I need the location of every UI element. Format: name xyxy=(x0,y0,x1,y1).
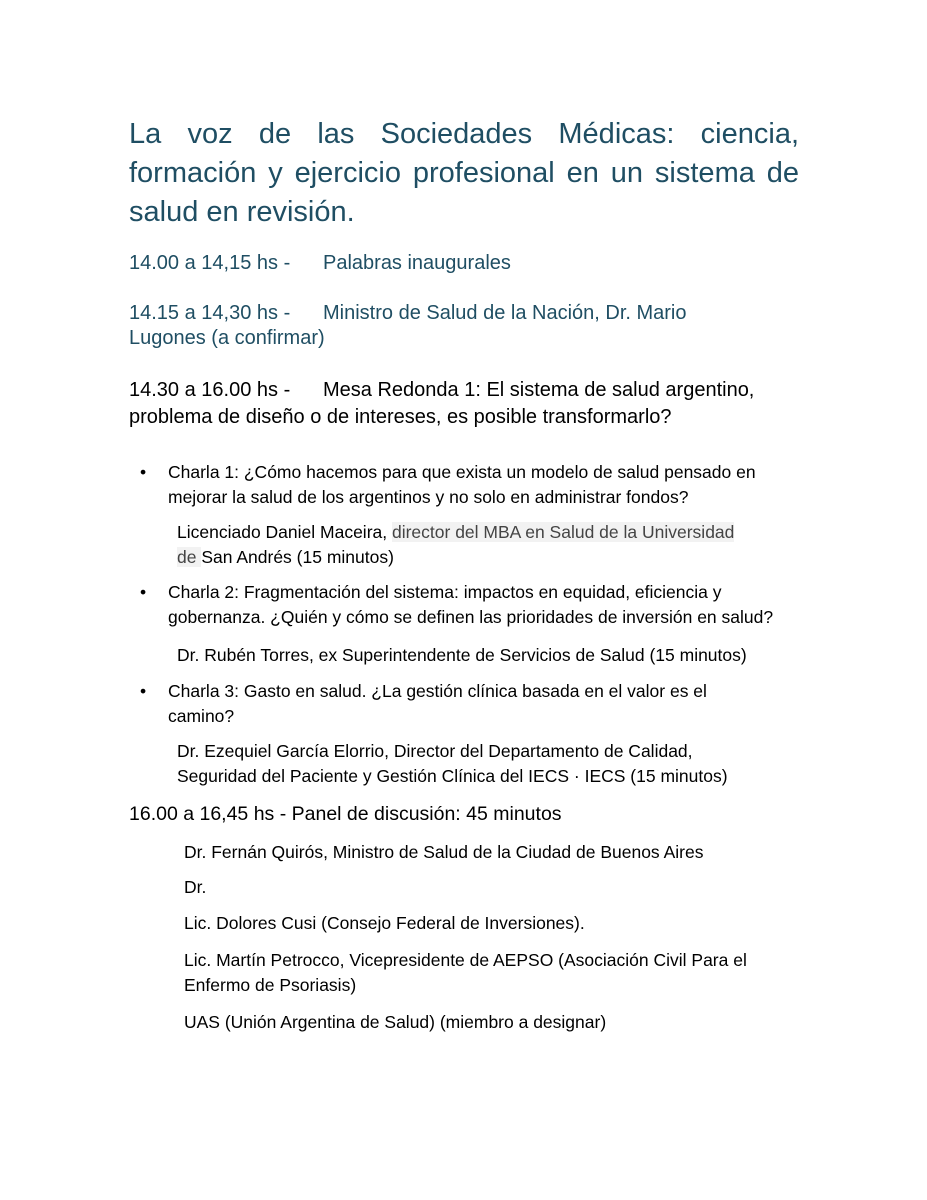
panel-member-line: Lic. Martín Petrocco, Vicepresidente de AEPSO (Asociación Civil Para el xyxy=(184,950,747,970)
schedule-item-minister xyxy=(129,299,687,327)
talk-line: mejorar la salud de los argentinos y no solo en administrar fondos? xyxy=(168,487,689,507)
panel-member: UAS (Unión Argentina de Salud) (miembro a designar) xyxy=(184,1012,607,1032)
schedule-time: 14.00 a 14,15 hs - xyxy=(129,252,291,274)
talk-speaker xyxy=(177,739,817,789)
talk-line: Charla 2: Fragmentación del sistema: impactos en equidad, eficiencia y xyxy=(168,582,722,602)
talk-line: Charla 1: ¿Cómo hacemos para que exista un modelo de salud pensado en xyxy=(168,462,756,482)
talk-line: gobernanza. ¿Quién y cómo se definen las prioridades de inversión en salud? xyxy=(168,607,774,627)
panel-member xyxy=(184,948,824,998)
speaker-affiliation: San Andrés (15 minutos) xyxy=(201,547,394,567)
talk-speaker xyxy=(177,520,817,570)
panel-heading: 16.00 a 16,45 hs - Panel de discusión: 45 minutos xyxy=(129,803,562,825)
talk-line: Charla 3: Gasto en salud. ¿La gestión clínica basada en el valor es el xyxy=(168,681,707,701)
speaker-affiliation-highlight: director del MBA en Salud de la Universidad xyxy=(391,522,735,542)
speaker-affiliation-highlight: de xyxy=(177,547,202,567)
schedule-item-opening xyxy=(129,249,511,277)
talk-text xyxy=(168,580,818,630)
bullet-icon: • xyxy=(140,462,147,482)
bullet-icon: • xyxy=(140,582,147,602)
talk-line: camino? xyxy=(168,706,235,726)
panel-member: Dr. Fernán Quirós, Ministro de Salud de la Ciudad de Buenos Aires xyxy=(184,842,704,862)
talk-text xyxy=(168,679,818,729)
schedule-item-minister-cont: Lugones (a confirmar) xyxy=(129,327,325,349)
panel-member: Lic. Dolores Cusi (Consejo Federal de Inversiones). xyxy=(184,913,585,933)
schedule-time: 14.30 a 16.00 hs - xyxy=(129,379,291,401)
schedule-time: 14.15 a 14,30 hs - xyxy=(129,302,291,324)
talk-speaker: Dr. Rubén Torres, ex Superintendente de Servicios de Salud (15 minutos) xyxy=(177,645,747,665)
schedule-item-roundtable xyxy=(129,376,754,404)
document-title: La voz de las Sociedades Médicas: ciencia, formación y ejercicio profesional en un sistema de salud en revisión. xyxy=(129,118,799,228)
bullet-icon: • xyxy=(140,681,147,701)
schedule-text: Mesa Redonda 1: El sistema de salud argentino, xyxy=(323,379,755,401)
schedule-item-roundtable-cont: problema de diseño o de intereses, es posible transformarlo? xyxy=(129,406,672,428)
speaker-line: Seguridad del Paciente y Gestión Clínica del IECS · IECS (15 minutos) xyxy=(177,766,728,786)
schedule-text: Palabras inaugurales xyxy=(323,252,511,274)
talk-text xyxy=(168,460,818,510)
panel-member-line: Enfermo de Psoriasis) xyxy=(184,975,357,995)
speaker-line: Dr. Ezequiel García Elorrio, Director del Departamento de Calidad, xyxy=(177,741,693,761)
schedule-text: Ministro de Salud de la Nación, Dr. Mario xyxy=(323,302,687,324)
speaker-name: Licenciado Daniel Maceira, xyxy=(177,522,392,542)
panel-member: Dr. xyxy=(184,877,207,897)
